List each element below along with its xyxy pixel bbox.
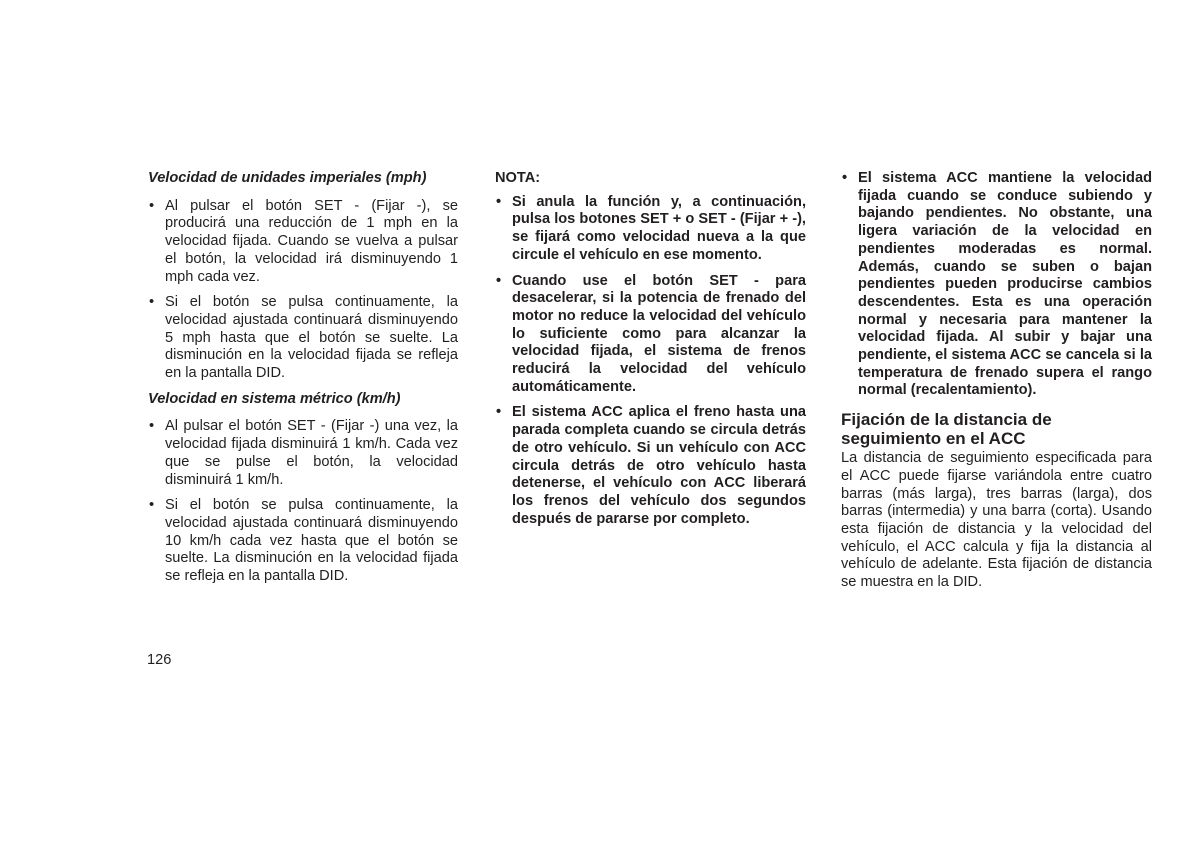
right-column	[841, 170, 1152, 592]
list-item	[148, 418, 458, 489]
list-item-text: Si el botón se pulsa continuamente, la velocidad ajustada continuará disminuyendo 10 km/h cada vez hasta que el botón se suelte. La disminución en la velocidad fijada se refleja en la pantalla DID.	[165, 497, 458, 585]
bullet-icon: •	[496, 272, 502, 289]
list-item-text: Al pulsar el botón SET - (Fijar -) una vez, la velocidad fijada disminuirá 1 km/h. Cada vez que se pulse el botón, la velocidad disminuirá 1 km/h.	[165, 418, 458, 488]
list-item-text: El sistema ACC mantiene la velocidad fijada cuando se conduce subiendo y bajando pendientes. No obstante, una ligera variación de la velocidad en pendientes moderadas es normal. Además, cuando se suben o bajan pendientes pueden producirse cambios descendentes. Esta es una operación normal y necesaria para mantener la velocidad fijada. Al subir y bajar una pendiente, el sistema ACC se cancela si la temperatura de frenado supera el rango normal (recalentamiento).	[858, 170, 1152, 399]
page-number: 126	[147, 652, 172, 668]
bullet-icon: •	[842, 170, 848, 186]
imperial-units-heading: Velocidad de unidades imperiales (mph)	[148, 170, 427, 186]
list-item-text: Al pulsar el botón SET - (Fijar -), se producirá una reducción de 1 mph en la velocidad fijada. Cuando se vuelva a pulsar el botón, la velocidad irá disminuyendo 1 mph cada vez.	[165, 197, 458, 285]
left-column	[148, 170, 458, 594]
bullet-icon: •	[496, 404, 502, 421]
bullet-icon: •	[149, 497, 155, 514]
list-item	[495, 194, 806, 265]
note-label: NOTA:	[495, 170, 541, 186]
metric-list	[148, 418, 458, 585]
list-item-text: Si el botón se pulsa continuamente, la velocidad ajustada continuará disminuyendo 5 mph hasta que el botón se suelte. La disminución en la velocidad fijada se refleja en la pantalla DID.	[165, 294, 458, 382]
list-item	[841, 170, 1152, 400]
section-title: Fijación de la distancia de seguimiento en el ACC	[841, 410, 1052, 449]
bullet-icon: •	[149, 197, 155, 214]
list-item-text: Cuando use el botón SET - para desacelerar, si la potencia de frenado del motor no reduce la velocidad del vehículo lo suficiente como para alcanzar la velocidad fijada, el sistema de frenos reducirá la velocidad del vehículo automáticamente.	[512, 272, 806, 395]
imperial-list	[148, 198, 458, 383]
section-body: La distancia de seguimiento especificada para el ACC puede fijarse variándola entre cuatro barras (más larga), tres barras (larga), dos barras (intermedia) y una barra (corta). Usando esta fijación de distancia y la velocidad del vehículo, el ACC calcula y fija la distancia al vehículo de adelante. Esta fijación de distancia se muestra en la DID.	[841, 450, 1152, 591]
bullet-icon: •	[149, 418, 155, 435]
list-item	[148, 294, 458, 383]
list-item	[148, 497, 458, 586]
note-list	[495, 194, 806, 529]
bullet-icon: •	[496, 193, 502, 210]
middle-column	[495, 170, 806, 536]
list-item-text: El sistema ACC aplica el freno hasta una parada completa cuando se circula detrás de otro vehículo. Si un vehículo con ACC circula detrás de otro vehículo hasta detenerse, el vehículo con ACC liberará los frenos del vehículo dos segundos después de pararse por completo.	[512, 404, 806, 527]
list-item-text: Si anula la función y, a continuación, pulsa los botones SET + o SET - (Fijar + -), se fijará como velocidad nueva a la que circule el vehículo en ese momento.	[512, 193, 806, 263]
metric-units-heading: Velocidad en sistema métrico (km/h)	[148, 390, 401, 407]
list-item	[495, 404, 806, 528]
list-item	[148, 198, 458, 287]
slope-list	[841, 170, 1152, 400]
bullet-icon: •	[149, 294, 155, 311]
list-item	[495, 273, 806, 397]
